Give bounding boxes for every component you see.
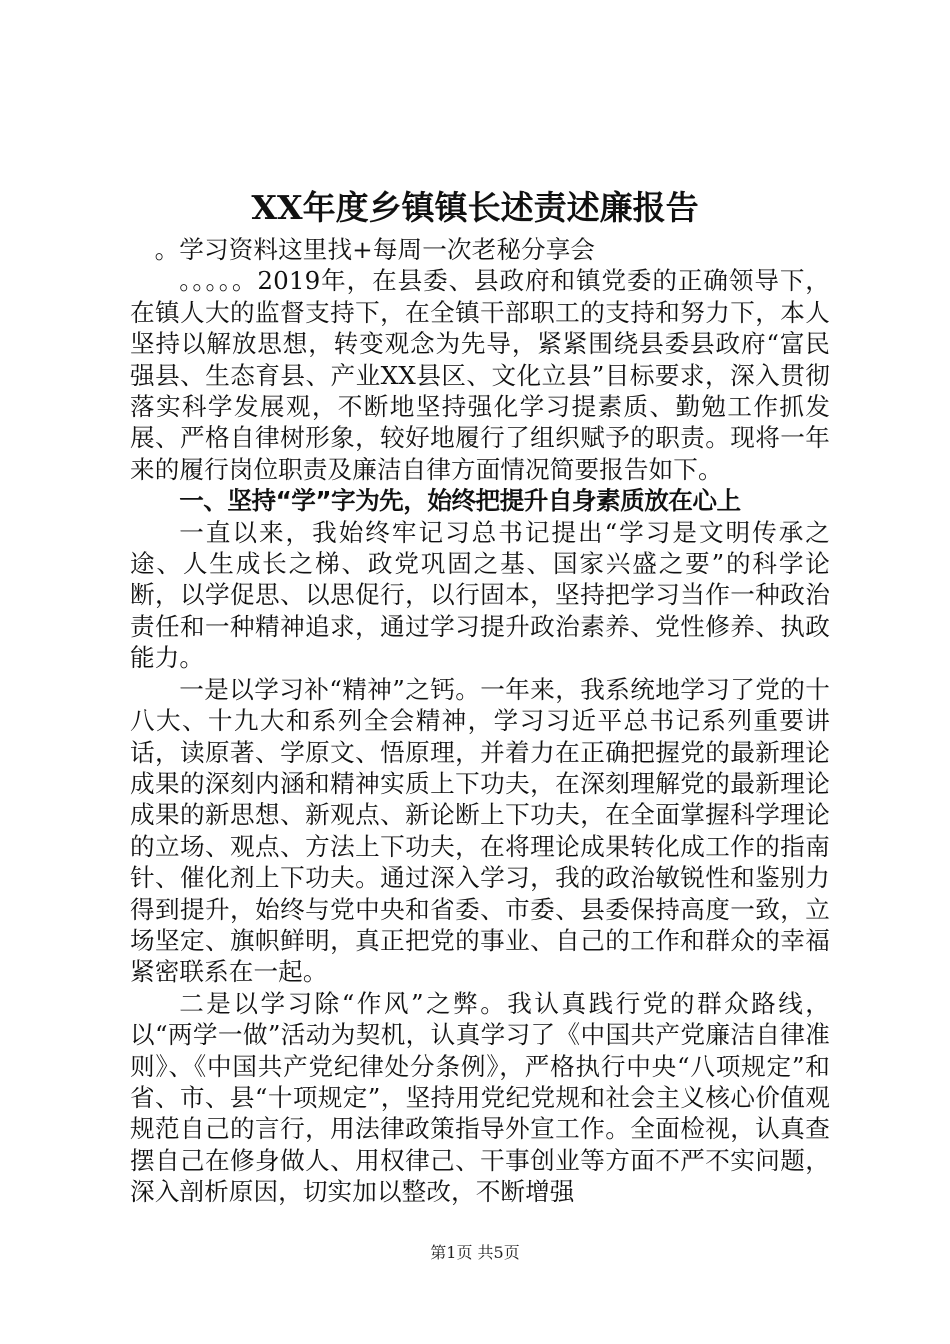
- intro-paragraph: 。。。。。2019年，在县委、县政府和镇党委的正确领导下，在镇人大的监督支持下，在全镇干部职工的支持和努力下，本人坚持以解放思想，转变观念为先导，紧紧围绕县委县政府“富民强县、生态育县、产业XX县区、文化立县”目标要求，深入贯彻落实科学发展观，不断地坚持强化学习提素质、勤勉工作抓发展、严格自律树形象，较好地履行了组织赋予的职责。现将一年来的履行岗位职责及廉洁自律方面情况简要报告如下。: [130, 266, 830, 484]
- document-body: [130, 234, 830, 1208]
- section-paragraph-2: 一是以学习补“精神”之钙。一年来，我系统地学习了党的十八大、十九大和系列全会精神，学习习近平总书记系列重要讲话，读原著、学原文、悟原理，并着力在正确把握党的最新理论成果的深刻内涵和精神实质上下功夫，在深刻理解党的最新理论成果的新思想、新观点、新论断上下功夫，在全面掌握科学理论的立场、观点、方法上下功夫，在将理论成果转化成工作的指南针、催化剂上下功夫。通过深入学习，我的政治敏锐性和鉴别力得到提升，始终与党中央和省委、市委、县委保持高度一致，立场坚定、旗帜鲜明，真正把党的事业、自己的工作和群众的幸福紧密联系在一起。: [130, 674, 830, 987]
- section-paragraph-3: 二是以学习除“作风”之弊。我认真践行党的群众路线，以“两学一做”活动为契机，认真学习了《中国共产党廉洁自律准则》、《中国共产党纪律处分条例》，严格执行中央“八项规定”和省、市、县“十项规定”，坚持用党纪党规和社会主义核心价值观规范自己的言行，用法律政策指导外宣工作。全面检视，认真查摆自己在修身做人、用权律己、干事创业等方面不严不实问题，深入剖析原因，切实加以整改，不断增强: [130, 988, 830, 1207]
- section-heading: 一、坚持“学”字为先，始终把提升自身素质放在心上: [179, 486, 741, 516]
- page-number-footer: 第1页 共5页: [430, 1243, 520, 1262]
- section-paragraph-1: 一直以来，我始终牢记习总书记提出“学习是文明传承之途、人生成长之梯、政党巩固之基、国家兴盛之要”的科学论断，以学促思、以思促行，以行固本，坚持把学习当作一种政治责任和一种精神追求，通过学习提升政治素养、党性修养、执政能力。: [130, 517, 830, 673]
- intro-note: 。学习资料这里找+每周一次老秘分享会: [154, 235, 596, 264]
- document-title: XX年度乡镇镇长述责述廉报告: [251, 188, 699, 227]
